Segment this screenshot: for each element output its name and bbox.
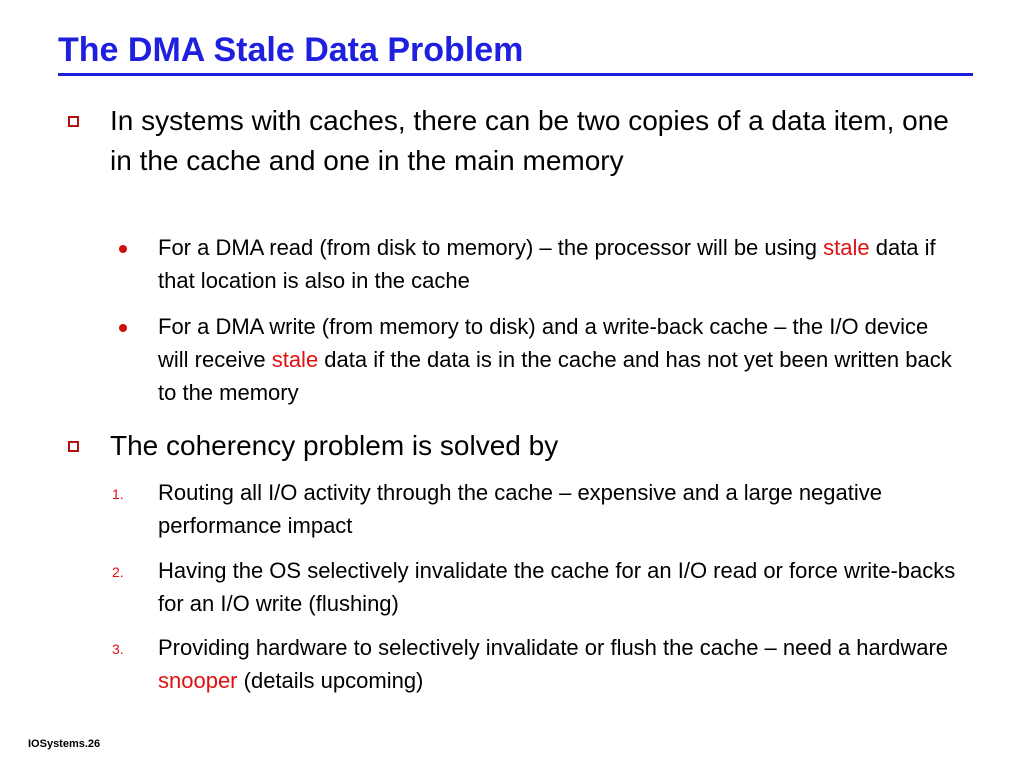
square-bullet-icon: [68, 116, 79, 127]
numbered-item-3: [158, 631, 963, 697]
sub-bullet-2-text-before: For a DMA write (from memory to disk) and a write-back cache – the I/O device will receive: [158, 314, 929, 372]
sub-bullet-2-text-after: data if the data is in the cache and has not yet been written back to the memory: [158, 347, 952, 405]
bullet-1: In systems with caches, there can be two copies of a data item, one in the cache and one in the main memory: [110, 105, 949, 176]
numbered-item-3-highlight: snooper: [158, 668, 238, 693]
slide-title: The DMA Stale Data Problem: [58, 31, 524, 69]
numbered-marker-3: 3.: [112, 641, 124, 657]
square-bullet-icon: [68, 441, 79, 452]
numbered-item-2: Having the OS selectively invalidate the cache for an I/O read or force write-backs for an I/O write (flushing): [158, 558, 956, 616]
sub-bullet-1-highlight: stale: [823, 235, 870, 260]
numbered-item-1: Routing all I/O activity through the cache – expensive and a large negative performance impact: [158, 480, 883, 538]
numbered-marker-2: 2.: [112, 564, 124, 580]
sub-bullet-2-highlight: stale: [271, 347, 319, 372]
sub-bullet-2: [158, 310, 963, 409]
numbered-item-3-text-after: (details upcoming): [237, 668, 424, 693]
numbered-marker-1: 1.: [112, 486, 124, 502]
round-bullet-icon: [119, 324, 127, 332]
sub-bullet-1-text-after: data if that location is also in the cache: [158, 235, 936, 293]
slide-footer: IOSystems.26: [28, 738, 101, 750]
sub-bullet-1-text-before: For a DMA read (from disk to memory) – the processor will be using: [158, 235, 824, 260]
round-bullet-icon: [119, 245, 127, 253]
bullet-2: The coherency problem is solved by: [110, 430, 559, 461]
sub-bullet-1: [158, 231, 963, 297]
numbered-item-3-text-before: Providing hardware to selectively invalidate or flush the cache – need a hardware: [158, 635, 949, 660]
